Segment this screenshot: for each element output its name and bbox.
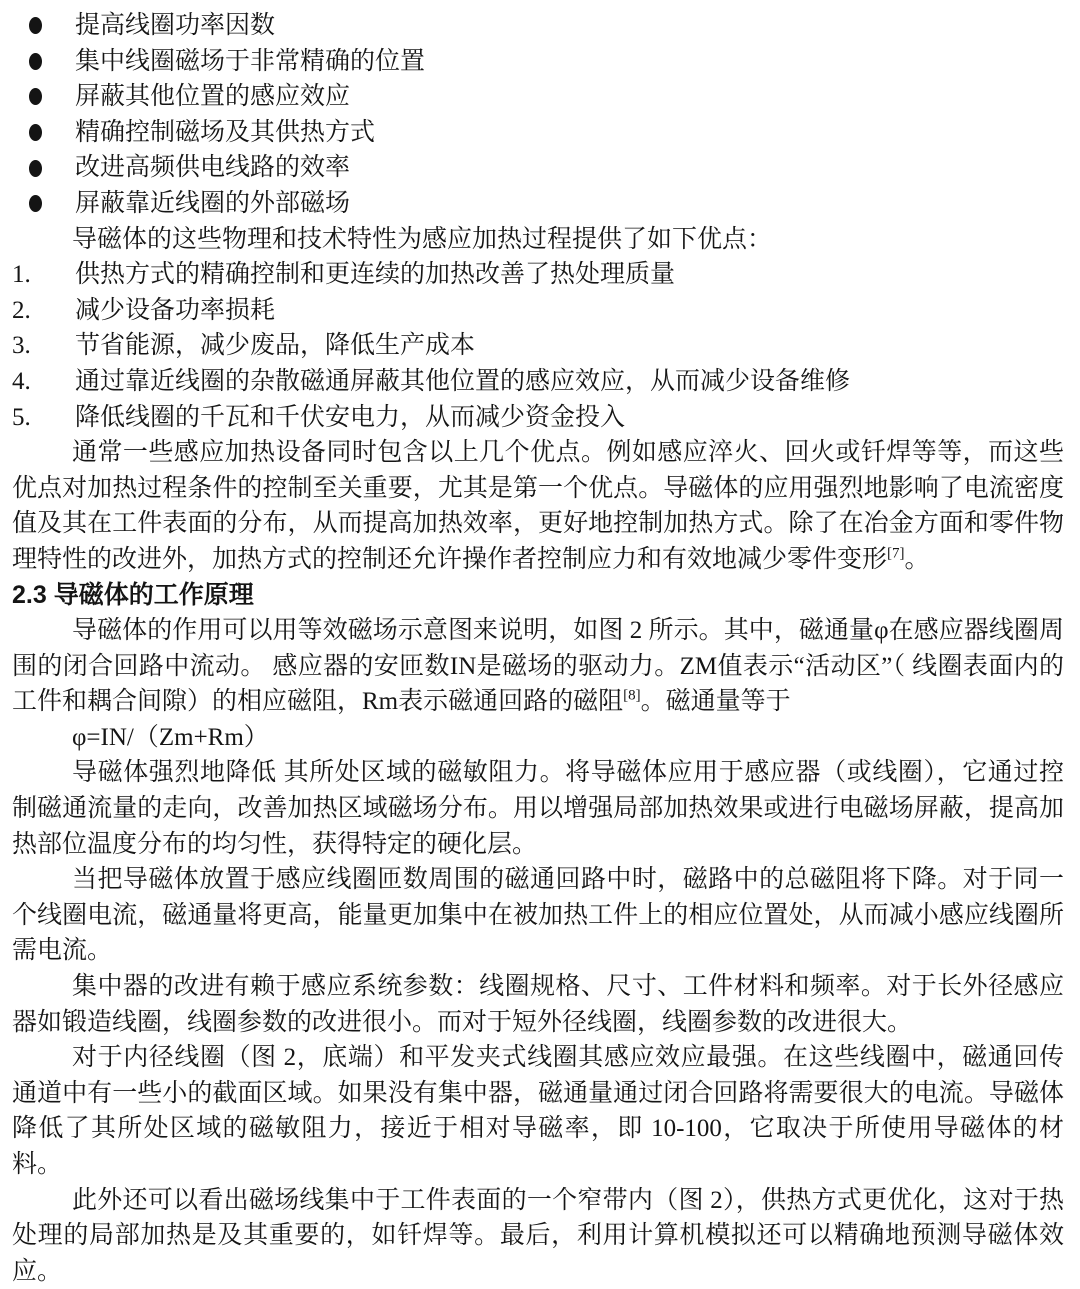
numbered-item-number: 1. [12, 261, 31, 289]
bullet-item [12, 186, 1064, 222]
paragraph-benefits-text: 通常一些感应加热设备同时包含以上几个优点。例如感应淬火、回火或钎焊等等，而这些优点对加热过程条件的控制至关重要，尤其是第一个优点。导磁体的应用强烈地影响了电流密度值及其在工件表面的分布，从而提高加热效率，更好地控制加热方式。除了在冶金方面和零件物理特性的改进外，加热方式的控制还允许操作者控制应力和有效地减少零件变形 [12, 439, 1064, 573]
numbered-item-text: 节省能源，减少废品，降低生产成本 [75, 332, 476, 360]
numbered-item-text: 减少设备功率损耗 [75, 296, 276, 324]
bullet-list [12, 8, 1064, 222]
numbered-item [12, 364, 1064, 400]
advantages-intro: 导磁体的这些物理和技术特性为感应加热过程提供了如下优点： [72, 225, 773, 253]
paragraph-parameters: 集中器的改进有赖于感应系统参数：线圈规格、尺寸、工件材料和频率。对于长外径感应器如锻造线圈，线圈参数的改进很小。而对于短外径线圈，线圈参数的改进很大。 [12, 973, 1064, 1036]
bullet-icon [12, 88, 75, 105]
numbered-item [12, 293, 1064, 329]
numbered-item [12, 257, 1064, 293]
bullet-item-text: 屏蔽其他位置的感应效应 [75, 83, 351, 111]
paragraph-flux-path: 当把导磁体放置于感应线圈匝数周围的磁通回路中时，磁路中的总磁阻将下降。对于同一个线圈电流，磁通量将更高，能量更加集中在被加热工件上的相应位置处，从而减小感应线圈所需电流。 [12, 866, 1064, 965]
paragraph-benefits [12, 435, 1064, 577]
paragraph-id-coils: 对于内径线圈（图 2，底端）和平发夹式线圈其感应效应最强。在这些线圈中，磁通回传通道中有一些小的截面区域。如果没有集中器，磁通量通过闭合回路将需要很大的电流。导磁体降低了其所处区域的磁敏阻力，接近于相对导磁率，即 10-100，它取决于所使用导磁体的材料。 [12, 1044, 1064, 1178]
bullet-item [12, 115, 1064, 151]
bullet-item-text: 改进高频供电线路的效率 [75, 154, 351, 182]
numbered-item-number: 5. [12, 403, 31, 431]
numbered-item-text: 供热方式的精确控制和更连续的加热改善了热处理质量 [75, 261, 676, 289]
numbered-item-number: 4. [12, 367, 31, 395]
bullet-item [12, 8, 1064, 44]
paragraph-simulation: 此外还可以看出磁场线集中于工件表面的一个窄带内（图 2），供热方式更优化，这对于热处理的局部加热是及其重要的，如钎焊等。最后，利用计算机模拟还可以精确地预测导磁体效应。 [12, 1186, 1064, 1285]
bullet-item [12, 150, 1064, 186]
paragraph-principle-text: 导磁体的作用可以用等效磁场示意图来说明，如图 2 所示。其中，磁通量φ在感应器线圈周围的闭合回路中流动。 感应器的安匝数IN是磁场的驱动力。ZM值表示“活动区”（ 线圈表面内的工件和耦合间隙）的相应磁阻，Rm表示磁通回路的磁阻 [12, 617, 1064, 716]
numbered-item-text: 通过靠近线圈的杂散磁通屏蔽其他位置的感应效应，从而减少设备维修 [75, 367, 851, 395]
bullet-item-text: 集中线圈磁场于非常精确的位置 [75, 47, 426, 75]
paragraph-principle [12, 613, 1064, 720]
numbered-item [12, 400, 1064, 436]
citation-ref-8: [8] [623, 687, 641, 704]
bullet-item-text: 屏蔽靠近线圈的外部磁场 [75, 189, 351, 217]
bullet-icon [12, 160, 75, 177]
section-heading-2-3: 2.3 导磁体的工作原理 [12, 580, 254, 609]
bullet-item-text: 提高线圈功率因数 [75, 12, 276, 39]
bullet-item-text: 精确控制磁场及其供热方式 [75, 118, 376, 146]
numbered-item [12, 328, 1064, 364]
paragraph-benefits-tail: 。 [904, 545, 930, 573]
bullet-icon [12, 195, 75, 212]
paragraph-principle-tail: 。磁通量等于 [640, 688, 791, 716]
bullet-icon [12, 53, 75, 70]
numbered-list [12, 257, 1064, 435]
flux-formula: φ=IN/（Zm+Rm） [72, 723, 269, 751]
numbered-item-text: 降低线圈的千瓦和千伏安电力，从而减少资金投入 [75, 403, 626, 431]
bullet-icon [12, 17, 75, 34]
bullet-item [12, 79, 1064, 115]
numbered-item-number: 3. [12, 332, 31, 360]
bullet-item [12, 44, 1064, 80]
numbered-item-number: 2. [12, 296, 31, 324]
citation-ref-7: [7] [887, 545, 905, 562]
paragraph-reluctance: 导磁体强烈地降低 其所处区域的磁敏阻力。将导磁体应用于感应器（或线圈），它通过控制磁通流量的走向，改善加热区域磁场分布。用以增强局部加热效果或进行电磁场屏蔽，提高加热部位温度分布的均匀性，获得特定的硬化层。 [12, 759, 1064, 858]
bullet-icon [12, 124, 75, 141]
